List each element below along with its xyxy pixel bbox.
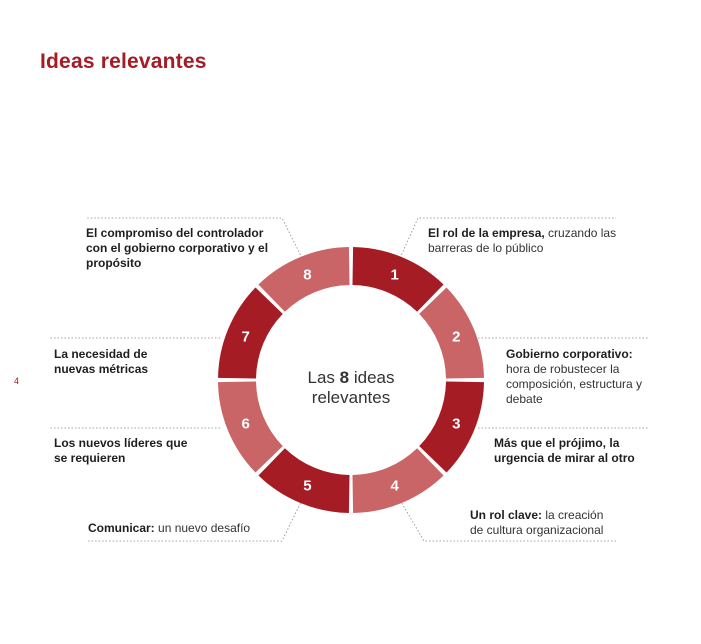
ring-segment-number-4: 4 [390, 477, 399, 495]
idea-4-label: Un rol clave: la creación de cultura organizacional [470, 508, 604, 537]
idea-2-label: Gobierno corporativo: hora de robustecer la composición, estructura y debate [506, 347, 643, 406]
ring-segment-number-3: 3 [452, 415, 461, 433]
ring-segment-number-2: 2 [452, 328, 461, 346]
ring-segment-number-6: 6 [241, 415, 250, 433]
idea-7-label: La necesidad de nuevas métricas [54, 347, 149, 376]
idea-3-label: Más que el prójimo, la urgencia de mirar al otro [494, 436, 635, 465]
idea-8-label: El compromiso del controlador con el gobierno corporativo y el propósito [86, 226, 269, 270]
idea-5-label: Comunicar: un nuevo desafío [88, 521, 251, 535]
center-line-2: relevantes [311, 388, 391, 407]
idea-6-label: Los nuevos líderes que se requieren [54, 436, 188, 465]
page-title: Ideas relevantes [40, 50, 207, 73]
ring-segment-number-1: 1 [390, 266, 399, 284]
ring-segment-number-5: 5 [303, 477, 312, 495]
page-number: 4 [14, 376, 20, 386]
center-line-1: Las 8 ideas [307, 368, 395, 387]
ring-segment-number-7: 7 [241, 328, 250, 346]
ring-segment-7 [218, 287, 283, 378]
ring-segment-number-8: 8 [303, 266, 312, 284]
idea-1-label: El rol de la empresa, cruzando las barreras de lo público [428, 226, 617, 255]
ring-segment-6 [218, 381, 283, 472]
